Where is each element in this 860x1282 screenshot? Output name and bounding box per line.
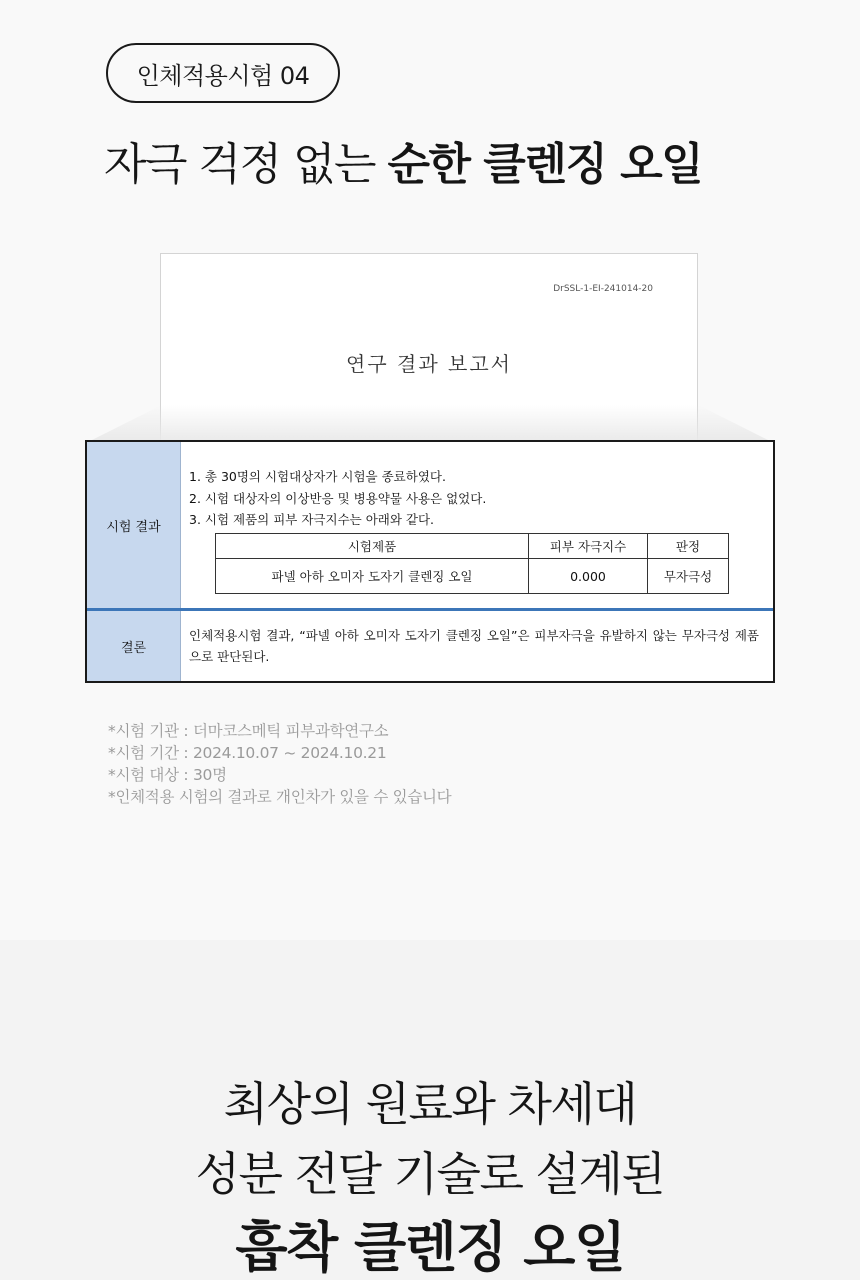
conclusion-text: 인체적용시험 결과, “파넬 아하 오미자 도자기 클렌징 오일”은 피부자극을 유발하지 않는 무자극성 제품으로 판단된다. xyxy=(189,628,759,664)
headline-bold: 순한 클렌징 오일 xyxy=(387,139,703,190)
table-row xyxy=(216,559,729,594)
results-label: 시험 결과 xyxy=(87,442,181,608)
cell-product: 파넬 아하 오미자 도자기 클렌징 오일 xyxy=(216,559,529,594)
results-line: 2. 시험 대상자의 이상반응 및 병용약물 사용은 없었다. xyxy=(189,490,487,506)
table-header-row xyxy=(216,534,729,559)
conclusion-row xyxy=(87,611,773,681)
header-index: 피부 자극지수 xyxy=(529,534,648,559)
note-item: *시험 기간 : 2024.10.07 ~ 2024.10.21 xyxy=(108,744,387,762)
cell-index: 0.000 xyxy=(529,559,648,594)
header-product: 시험제품 xyxy=(216,534,529,559)
test-number-badge: 인체적용시험 04 xyxy=(106,43,340,103)
header-judgment: 판정 xyxy=(648,534,729,559)
note-item: *시험 대상 : 30명 xyxy=(108,766,227,784)
results-line: 1. 총 30명의 시험대상자가 시험을 종료하였다. xyxy=(189,469,446,484)
conclusion-label: 결론 xyxy=(87,611,181,681)
headline-normal: 자극 걱정 없는 xyxy=(104,139,388,190)
cell-judgment: 무자극성 xyxy=(648,559,729,594)
note-item: *시험 기관 : 더마코스메틱 피부과학연구소 xyxy=(108,722,389,740)
results-line: 3. 시험 제품의 피부 자극지수는 아래와 같다. xyxy=(189,512,435,527)
headline xyxy=(104,128,702,192)
note-item: *인체적용 시험의 결과로 개인차가 있을 수 있습니다 xyxy=(108,788,452,806)
irritation-index-table xyxy=(215,533,729,594)
test-notes xyxy=(108,720,451,808)
bottom-copy-line-2: 성분 전달 기술로 설계된 xyxy=(195,1147,665,1201)
results-list xyxy=(189,466,486,531)
bottom-copy-line-3: 흡착 클렌징 오일 xyxy=(235,1216,625,1279)
results-row xyxy=(87,442,773,608)
report-table xyxy=(85,440,775,683)
report-code: DrSSL-1-EI-241014-20 xyxy=(553,284,653,294)
tray-shadow xyxy=(86,405,774,443)
report-title: 연구 결과 보고서 xyxy=(346,352,512,376)
bottom-copy-line-1: 최상의 원료와 차세대 xyxy=(223,1077,637,1131)
